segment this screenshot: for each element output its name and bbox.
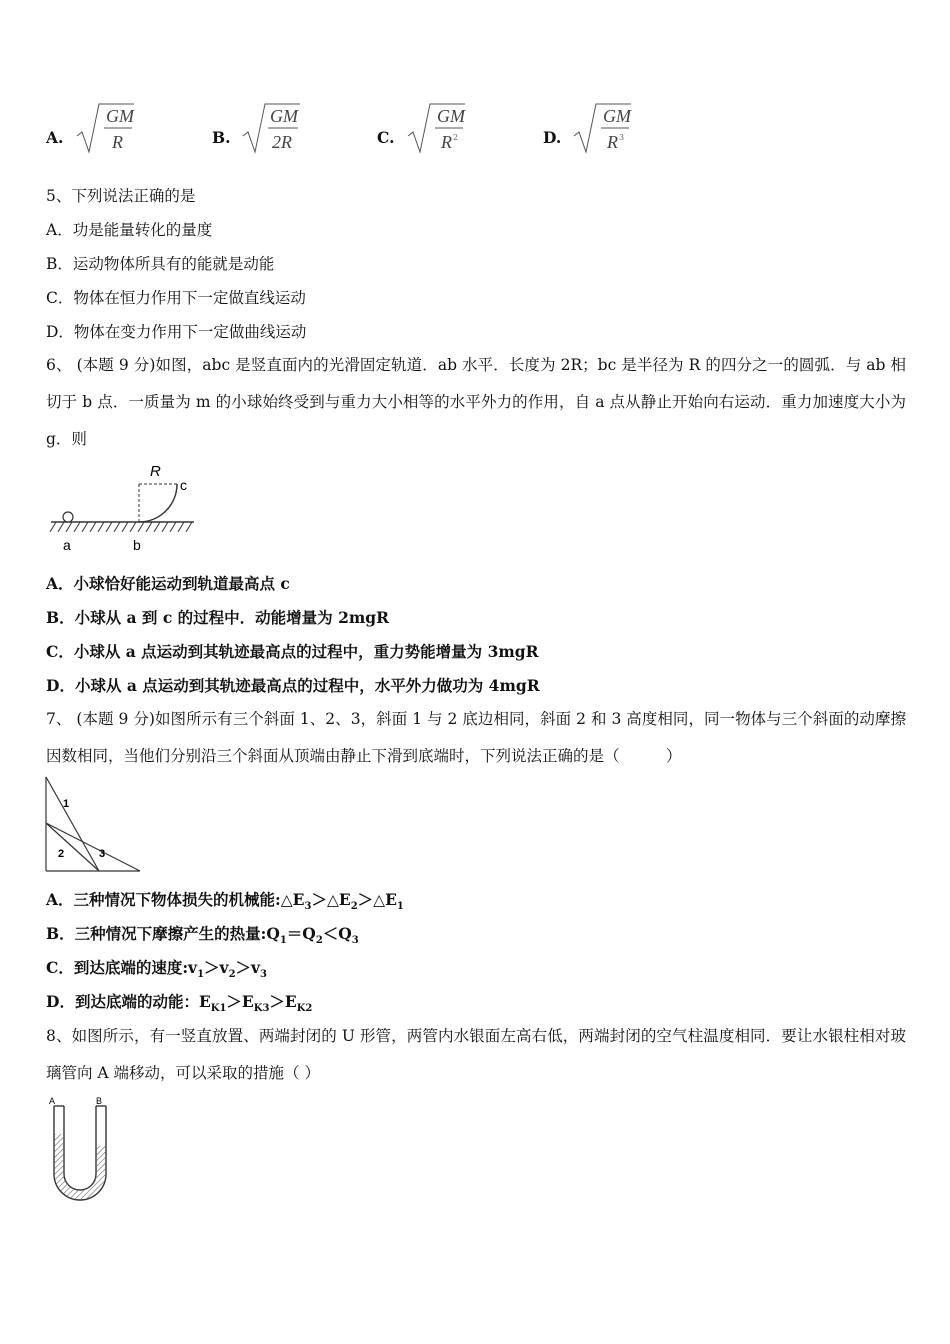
q6-option-d: D．小球从 a 点运动到其轨迹最高点的过程中，水平外力做功为 4mgR [46, 676, 540, 695]
option-label: B. [212, 128, 231, 147]
q7-option-c: C．到达底端的速度$:v_1>v_2>v_3$ [46, 958, 268, 981]
arc-track [139, 484, 177, 522]
label-r: R [150, 463, 161, 480]
q7-option-b: B．三种情况下摩擦产生的热量$:Q_1=Q_2<Q_3$ [46, 924, 359, 947]
label-1: 1 [63, 798, 70, 810]
denominator: R [112, 132, 123, 152]
q7-figure [44, 775, 144, 875]
numerator: GM [270, 106, 298, 126]
label-b: b [133, 537, 141, 553]
exponent: 3 [619, 133, 625, 142]
q5-stem: 5、下列说法正确的是 [46, 187, 196, 205]
q8-figure [44, 1094, 114, 1204]
ball [63, 512, 73, 522]
numerator: GM [437, 106, 465, 126]
q6-figure [46, 460, 206, 555]
q5-option-d: D．物体在变力作用下一定做曲线运动 [46, 323, 307, 341]
q7-stem: 7、 (本题 9 分)如图所示有三个斜面 1、2、3，斜面 1 与 2 底边相同，斜面 2 和 3 高度相同，同一物体与三个斜面的动摩擦因数相同，当他们分别沿三个斜面从顶端由静止下滑到底端时，下列说法正确的是（ ） [46, 710, 906, 765]
mercury-column [54, 1134, 106, 1200]
sqrt-formula [240, 100, 340, 160]
option-label: A. [46, 128, 64, 147]
incline-2 [46, 823, 99, 871]
incline-1 [46, 777, 99, 871]
label-a: A [49, 1096, 56, 1106]
denominator: 2R [272, 132, 292, 152]
numerator: GM [603, 106, 631, 126]
numerator: GM [106, 106, 134, 126]
q8-stem: 8、如图所示，有一竖直放置、两端封闭的 U 形管，两管内水银面左高右低，两端封闭的空气柱温度相同．要让水银柱相对玻璃管向 A 端移动，可以采取的措施（ ） [46, 1027, 906, 1082]
sqrt-formula [571, 100, 671, 160]
label-2: 2 [58, 848, 65, 860]
option-label: D. [543, 128, 562, 147]
q7-option-a: A．三种情况下物体损失的机械能$:\triangle E_3>\triangle E_2>\triangle E_1$ [46, 890, 404, 913]
q6-stem: 6、 (本题 9 分)如图，abc 是竖直面内的光滑固定轨道．ab 水平．长度为 2R；bc 是半径为 R 的四分之一的圆弧．与 ab 相切于 b 点．一质量为 m 的小球始终受到与重力大小相等的水平外力的作用，自 a 点从静止开始向右运动．重力加速度大小为 g．则 [46, 356, 906, 448]
denominator: R [607, 132, 618, 152]
denominator: R [441, 132, 452, 152]
label-a: a [63, 537, 71, 553]
sqrt-formula [74, 100, 174, 160]
label-c: c [180, 477, 187, 493]
q5-option-a: A．功是能量转化的量度 [46, 221, 213, 239]
incline-3 [46, 823, 140, 871]
q6-option-a: A．小球恰好能运动到轨道最高点 c [46, 574, 290, 593]
q6-option-b: B．小球从 a 到 c 的过程中．动能增量为 2mgR [46, 608, 389, 627]
exponent: 2 [453, 133, 459, 142]
q7-option-d: D．到达底端的动能：$E_{K1}>E_{K3}>E_{K2}$ [46, 992, 313, 1015]
label-3: 3 [99, 848, 106, 860]
q5-option-c: C．物体在恒力作用下一定做直线运动 [46, 289, 306, 307]
option-label: C. [377, 128, 395, 147]
q6-option-c: C．小球从 a 点运动到其轨迹最高点的过程中，重力势能增量为 3mgR [46, 642, 539, 661]
label-b: B [96, 1096, 103, 1106]
q5-option-b: B．运动物体所具有的能就是动能 [46, 255, 275, 273]
sqrt-formula [405, 100, 505, 160]
